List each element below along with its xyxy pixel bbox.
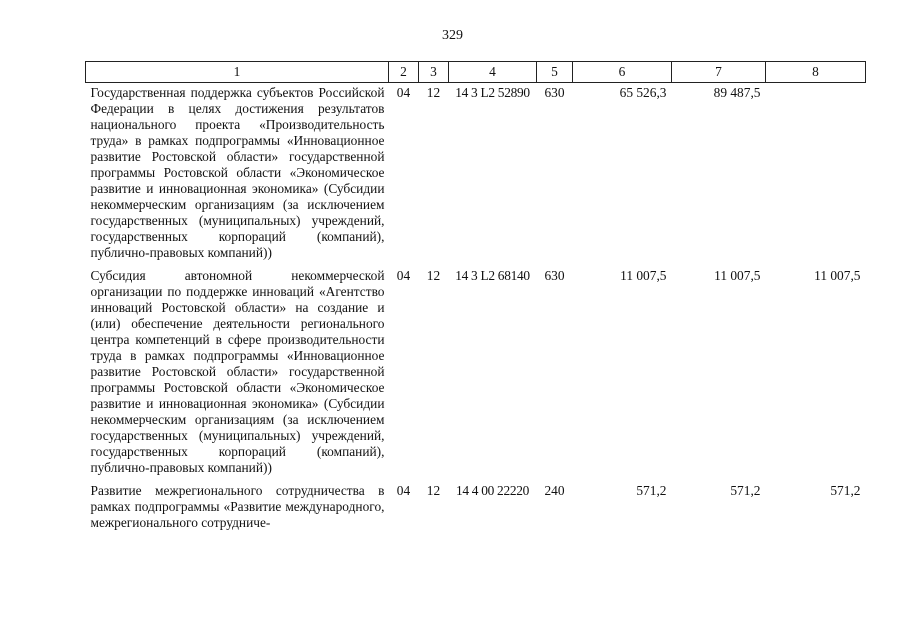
row-amount-col7: 11 007,5 [714,268,761,283]
row-amount-col6: 65 526,3 [619,85,667,100]
row-expense-type: 630 [544,85,565,100]
header-col-3: 3 [419,62,449,83]
row-amount-col6: 11 007,5 [620,268,667,283]
row-amount-col8: 11 007,5 [814,268,861,283]
table-header [86,62,866,83]
header-col-2: 2 [389,62,419,83]
row-target-code: 14 3 L2 52890 [455,85,530,100]
row-amount-col7: 571,2 [730,483,761,498]
header-row [86,62,866,83]
row-expense-type: 240 [544,483,565,498]
row-section-code: 04 [396,85,411,100]
header-col-7: 7 [672,62,766,83]
row-expense-type: 630 [544,268,565,283]
row-subsection-code: 12 [426,483,441,498]
row-description: Развитие межрегионального сотрудничества в рамках подпрограммы «Развитие международного, межрегионального сотрудниче- [90,483,385,530]
budget-table [85,61,866,536]
page-number: 329 [442,28,463,43]
row-description: Субсидия автономной некоммерческой организации по поддержке инноваций «Агентство инноваций Ростовской области» на создание и (или) обеспечение деятельности регионального центра компетенций в сфере производительности труда в рамках подпрограммы «Инновационное развитие Ростовской области» государственной программы Ростовской области «Экономическое развитие и инновационная экономика» (Субсидии некоммерческим организациям (за исключением государственных (муниципальных) учреждений, государственных корпораций (компаний), публично-правовых компаний)) [90,268,385,475]
row-subsection-code: 12 [426,85,441,100]
row-description: Государственная поддержка субъектов Российской Федерации в целях достижения результатов национального проекта «Производительность труда» в рамках подпрограммы «Инновационное развитие Ростовской области» государственной программы Ростовской области «Экономическое развитие и инновационная экономика» (Субсидии некоммерческим организациям (за исключением государственных (муниципальных) учреждений, государственных корпораций (компаний), публично-правовых компаний)) [90,85,385,260]
row-amount-col8: 571,2 [830,483,861,498]
table-row [86,83,866,267]
row-section-code: 04 [396,483,411,498]
row-subsection-code: 12 [426,268,441,283]
header-col-5: 5 [537,62,573,83]
table-body [86,83,866,537]
row-target-code: 14 3 L2 68140 [455,268,530,283]
table-row [86,266,866,481]
row-amount-col8 [766,83,866,267]
row-section-code: 04 [396,268,411,283]
header-col-1: 1 [86,62,389,83]
table-row [86,481,866,536]
row-amount-col7: 89 487,5 [713,85,761,100]
header-col-4: 4 [449,62,537,83]
row-target-code: 14 4 00 22220 [455,483,530,498]
row-amount-col6: 571,2 [636,483,667,498]
header-col-6: 6 [573,62,672,83]
header-col-8: 8 [766,62,866,83]
